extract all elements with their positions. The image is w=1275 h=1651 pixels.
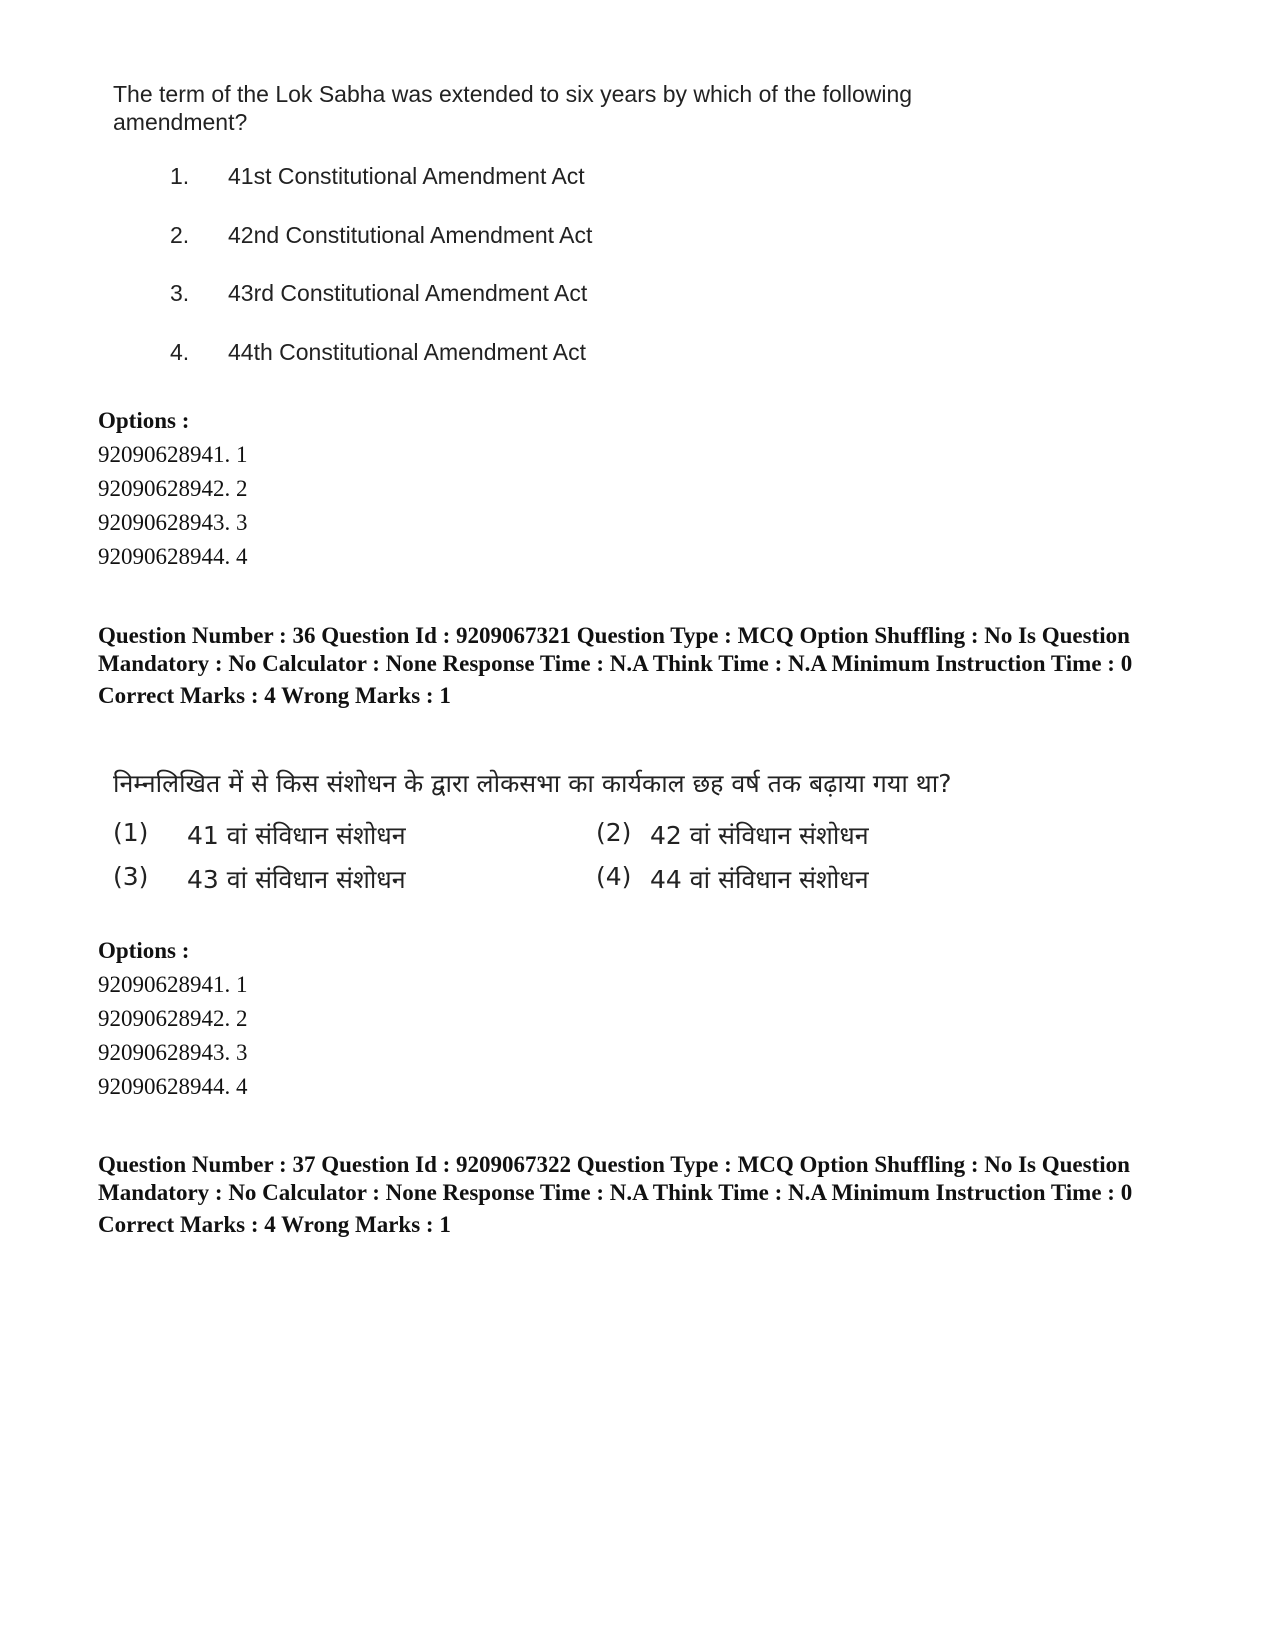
option-line: 92090628942. 2 — [98, 1006, 248, 1031]
choice-number: (4) — [596, 862, 632, 891]
choice-text: 41 वां संविधान संशोधन — [187, 821, 406, 850]
question-35-options — [98, 404, 248, 574]
choice-number: 3. — [170, 280, 190, 306]
option-line: 92090628944. 4 — [98, 544, 248, 569]
question-36-stem-hindi: निम्नलिखित में से किस संशोधन के द्वारा लोकसभा का कार्यकाल छह वर्ष तक बढ़ाया गया था? — [113, 769, 952, 798]
choice-row — [113, 862, 1013, 906]
option-line: 92090628941. 1 — [98, 972, 248, 997]
question-37-meta-block — [98, 1151, 1178, 1239]
option-line: 92090628944. 4 — [98, 1074, 248, 1099]
choice-number: (2) — [596, 818, 632, 847]
question-meta: Question Number : 37 Question Id : 9209067322 Question Type : MCQ Option Shuffling : No Is Question Mandatory : No Calculator : None Response Time : N.A Think Time : N.A Minimum Instruction Time : 0 — [98, 1152, 1133, 1205]
question-36-meta-block — [98, 622, 1178, 710]
option-line: 92090628942. 2 — [98, 476, 248, 501]
options-heading: Options : — [98, 408, 190, 433]
question-marks: Correct Marks : 4 Wrong Marks : 1 — [98, 683, 451, 708]
option-line: 92090628943. 3 — [98, 510, 248, 535]
choice-number: 4. — [170, 338, 190, 365]
choice-text: 43 वां संविधान संशोधन — [187, 865, 406, 894]
choice-text: 44th Constitutional Amendment Act — [228, 338, 586, 365]
question-36-options — [98, 934, 248, 1104]
choice-text: 43rd Constitutional Amendment Act — [228, 280, 588, 306]
question-marks: Correct Marks : 4 Wrong Marks : 1 — [98, 1212, 451, 1237]
option-line: 92090628941. 1 — [98, 442, 248, 467]
choice-number: 2. — [170, 221, 190, 248]
choice-text: 44 वां संविधान संशोधन — [650, 865, 869, 894]
choice-text: 42 वां संविधान संशोधन — [650, 821, 869, 850]
choice-text: 42nd Constitutional Amendment Act — [228, 221, 593, 248]
choice-row — [113, 818, 1013, 862]
choice-number: 1. — [170, 163, 190, 189]
choice-number: (3) — [113, 862, 149, 891]
choice-number: (1) — [113, 818, 149, 847]
choice-text: 41st Constitutional Amendment Act — [228, 163, 585, 189]
options-heading: Options : — [98, 938, 190, 963]
question-meta: Question Number : 36 Question Id : 9209067321 Question Type : MCQ Option Shuffling : No Is Question Mandatory : No Calculator : None Response Time : N.A Think Time : N.A Minimum Instruction Time : 0 — [98, 623, 1133, 676]
option-line: 92090628943. 3 — [98, 1040, 248, 1065]
question-35-stem: The term of the Lok Sabha was extended to six years by which of the following amendment? — [113, 81, 913, 135]
question-36-choices-hindi — [113, 818, 1013, 906]
